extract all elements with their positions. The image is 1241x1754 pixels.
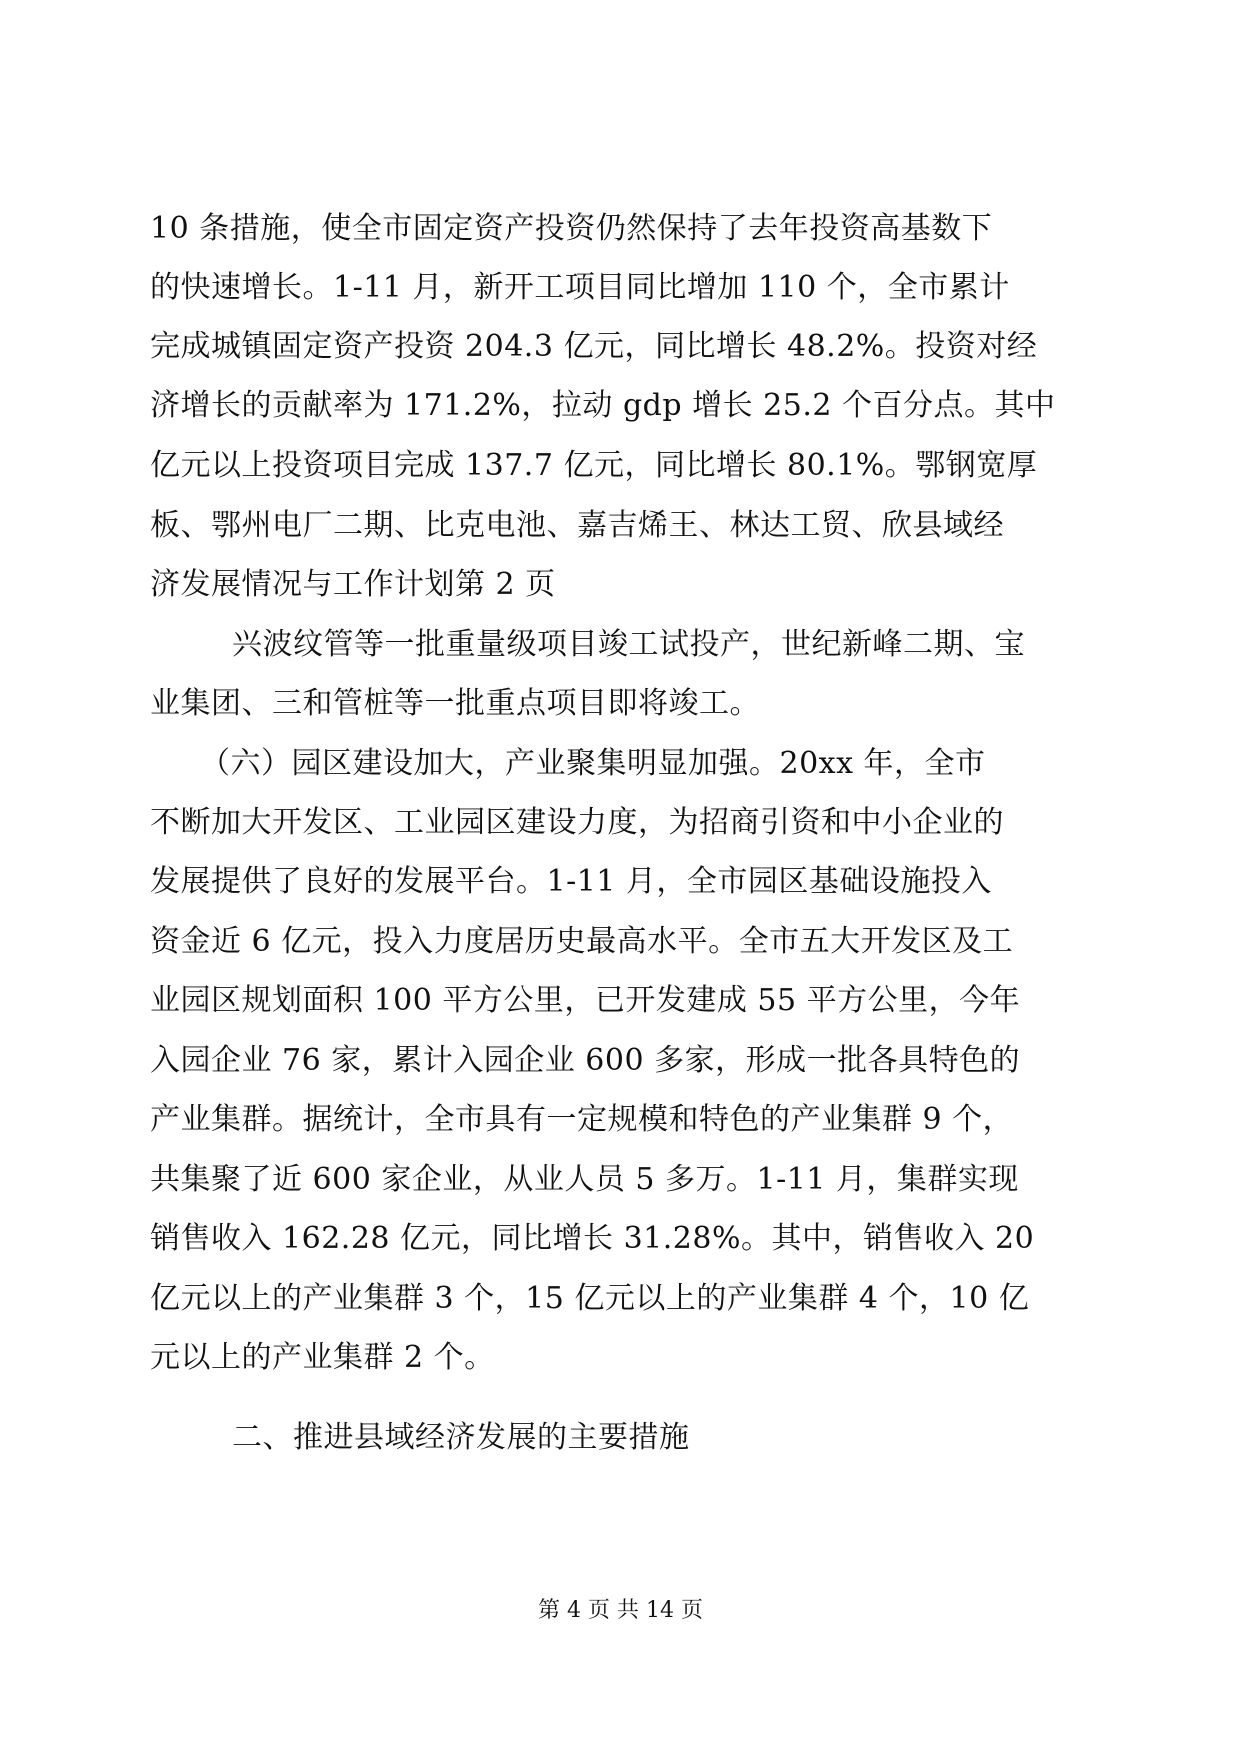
section-heading-line: （六）园区建设加大，产业聚集明显加强。20xx 年，全市 xyxy=(200,746,986,781)
body-text-line: 兴波纹管等一批重量级项目竣工试投产，世纪新峰二期、宝 xyxy=(232,627,1025,662)
body-text-line: 的快速增长。1-11 月，新开工项目同比增加 110 个，全市累计 xyxy=(150,270,1010,305)
body-text-line: 产业集群。据统计，全市具有一定规模和特色的产业集群 9 个， xyxy=(150,1102,1014,1137)
body-text-line: 资金近 6 亿元，投入力度居历史最高水平。全市五大开发区及工 xyxy=(150,924,1014,959)
body-text-line: 共集聚了近 600 家企业，从业人员 5 多万。1-11 月，集群实现 xyxy=(150,1162,1019,1197)
body-text-line: 完成城镇固定资产投资 204.3 亿元，同比增长 48.2%。投资对经 xyxy=(150,329,1038,364)
body-text-line: 济增长的贡献率为 171.2%，拉动 gdp 增长 25.2 个百分点。其中 xyxy=(150,388,1056,423)
section-heading: 二、推进县域经济发展的主要措施 xyxy=(232,1420,690,1455)
body-text-line: 板、鄂州电厂二期、比克电池、嘉吉烯王、林达工贸、欣县域经 xyxy=(150,508,1004,543)
page-number-footer: 第 4 页 共 14 页 xyxy=(538,1598,703,1623)
body-text-line: 亿元以上投资项目完成 137.7 亿元，同比增长 80.1%。鄂钢宽厚 xyxy=(150,448,1038,483)
body-text-line: 入园企业 76 家，累计入园企业 600 多家，形成一批各具特色的 xyxy=(150,1043,1021,1078)
body-text-line: 10 条措施，使全市固定资产投资仍然保持了去年投资高基数下 xyxy=(150,211,993,246)
body-text-line: 业集团、三和管桩等一批重点项目即将竣工。 xyxy=(150,686,760,721)
body-text-line: 销售收入 162.28 亿元，同比增长 31.28%。其中，销售收入 20 xyxy=(150,1221,1035,1256)
body-text-line: 济发展情况与工作计划第 2 页 xyxy=(150,567,556,602)
body-text-line: 亿元以上的产业集群 3 个，15 亿元以上的产业集群 4 个，10 亿 xyxy=(150,1281,1030,1316)
body-text-line: 不断加大开发区、工业园区建设力度，为招商引资和中小企业的 xyxy=(150,805,1004,840)
body-text-line: 业园区规划面积 100 平方公里，已开发建成 55 平方公里，今年 xyxy=(150,983,1021,1018)
body-text-line: 元以上的产业集群 2 个。 xyxy=(150,1340,495,1375)
body-text-line: 发展提供了良好的发展平台。1-11 月，全市园区基础设施投入 xyxy=(150,864,992,899)
